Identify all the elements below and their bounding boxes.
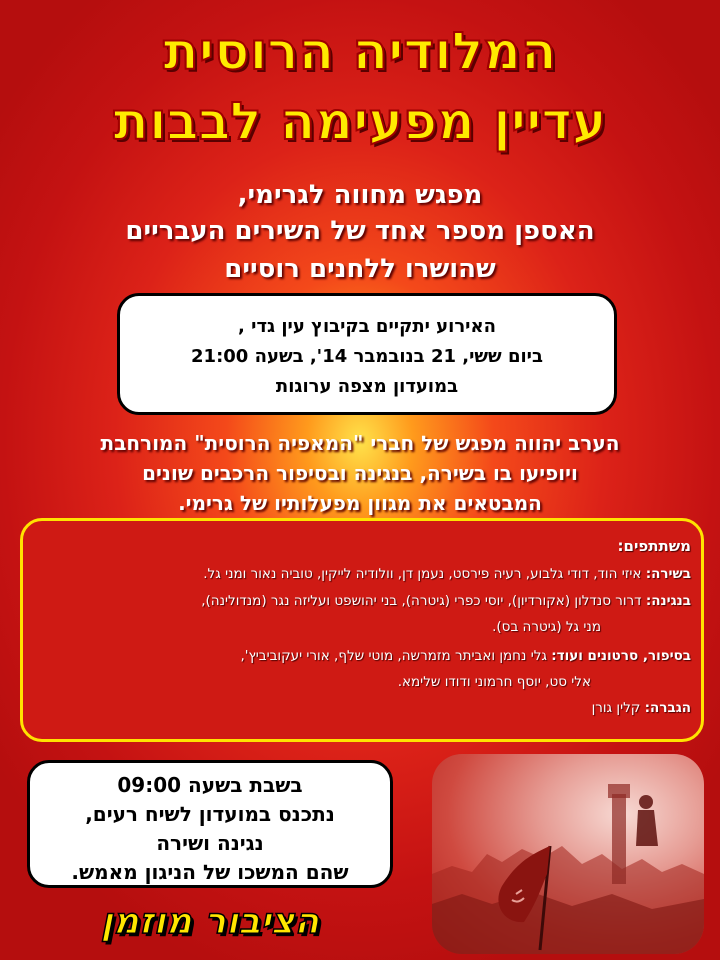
sound-label: הגברה:	[644, 700, 691, 716]
subtitle-line-2: האספן מספר אחד של השירים העבריים	[125, 216, 595, 246]
saturday-line-4: שהם המשכו של הניגון מאמש.	[71, 860, 349, 884]
participants-music-row	[201, 590, 691, 612]
participants-sound-row	[592, 697, 691, 719]
singing-label: בשירה:	[645, 566, 691, 582]
participants-heading: משתתפים:	[617, 537, 691, 555]
flag-photo-illustration	[432, 754, 704, 954]
description-line-3: המבטאים את מגוון מפעלותיו של גרימי.	[178, 491, 542, 515]
music-names-continued: מני גל (גיטרה בס).	[492, 619, 601, 635]
description-line-2: ויופיעו בו בשירה, בנגינה ובסיפור הרכבים שונים	[142, 461, 578, 485]
saturday-box	[27, 760, 393, 888]
event-location-line: האירוע יתקיים בקיבוץ עין גדי ,	[238, 316, 496, 337]
music-names: דרור סנדלון (אקורדיון), יוסי כפרי (גיטרה), בני יהושפט ועליזה נגר (מנדולינה),	[201, 593, 642, 609]
saturday-time-line: בשבת בשעה 09:00	[117, 773, 303, 797]
sound-names: קלין גורן	[591, 700, 641, 716]
event-venue-line: במועדון מצפה ערוגות	[275, 376, 459, 397]
event-date-line: ביום ששי, 21 בנובמבר 14', בשעה 21:00	[191, 346, 543, 367]
subtitle-line-1: מפגש מחווה לגרימי,	[237, 180, 483, 210]
footer-invitation: הציבור מוזמן	[100, 901, 320, 942]
saturday-line-2: נתכנס במועדון לשיח רעים,	[85, 802, 335, 826]
event-details-box	[117, 293, 617, 415]
participants-story-row	[240, 645, 691, 667]
subtitle-line-3: שהושרו ללחנים רוסיים	[224, 254, 496, 284]
title-line-2: עדיין מפעימה לבבות	[113, 92, 607, 152]
participants-box	[20, 518, 704, 742]
story-names-continued: אלי סט, יוסף חרמוני ודודו שלימא.	[397, 674, 591, 690]
story-names: גלי נחמן ואביתר מזמרשה, מוטי שלף, אורי יעקוביביץ',	[240, 648, 547, 664]
description-line-1: הערב יהווה מפגש של חברי "המאפיה הרוסית" המורחבת	[100, 431, 620, 455]
title-line-1: המלודיה הרוסית	[163, 22, 557, 82]
saturday-line-3: נגינה ושירה	[156, 831, 264, 855]
flag-photo	[432, 754, 704, 954]
singing-names: איזי הוד, דודי גלבוע, רעיה פירסט, נעמן דן, וולודיה לייקין, טוביה נאור ומני גל.	[203, 566, 642, 582]
participants-singing-row	[203, 563, 691, 585]
story-label: בסיפור, סרטונים ועוד:	[551, 648, 691, 664]
music-label: בנגינה:	[645, 593, 691, 609]
